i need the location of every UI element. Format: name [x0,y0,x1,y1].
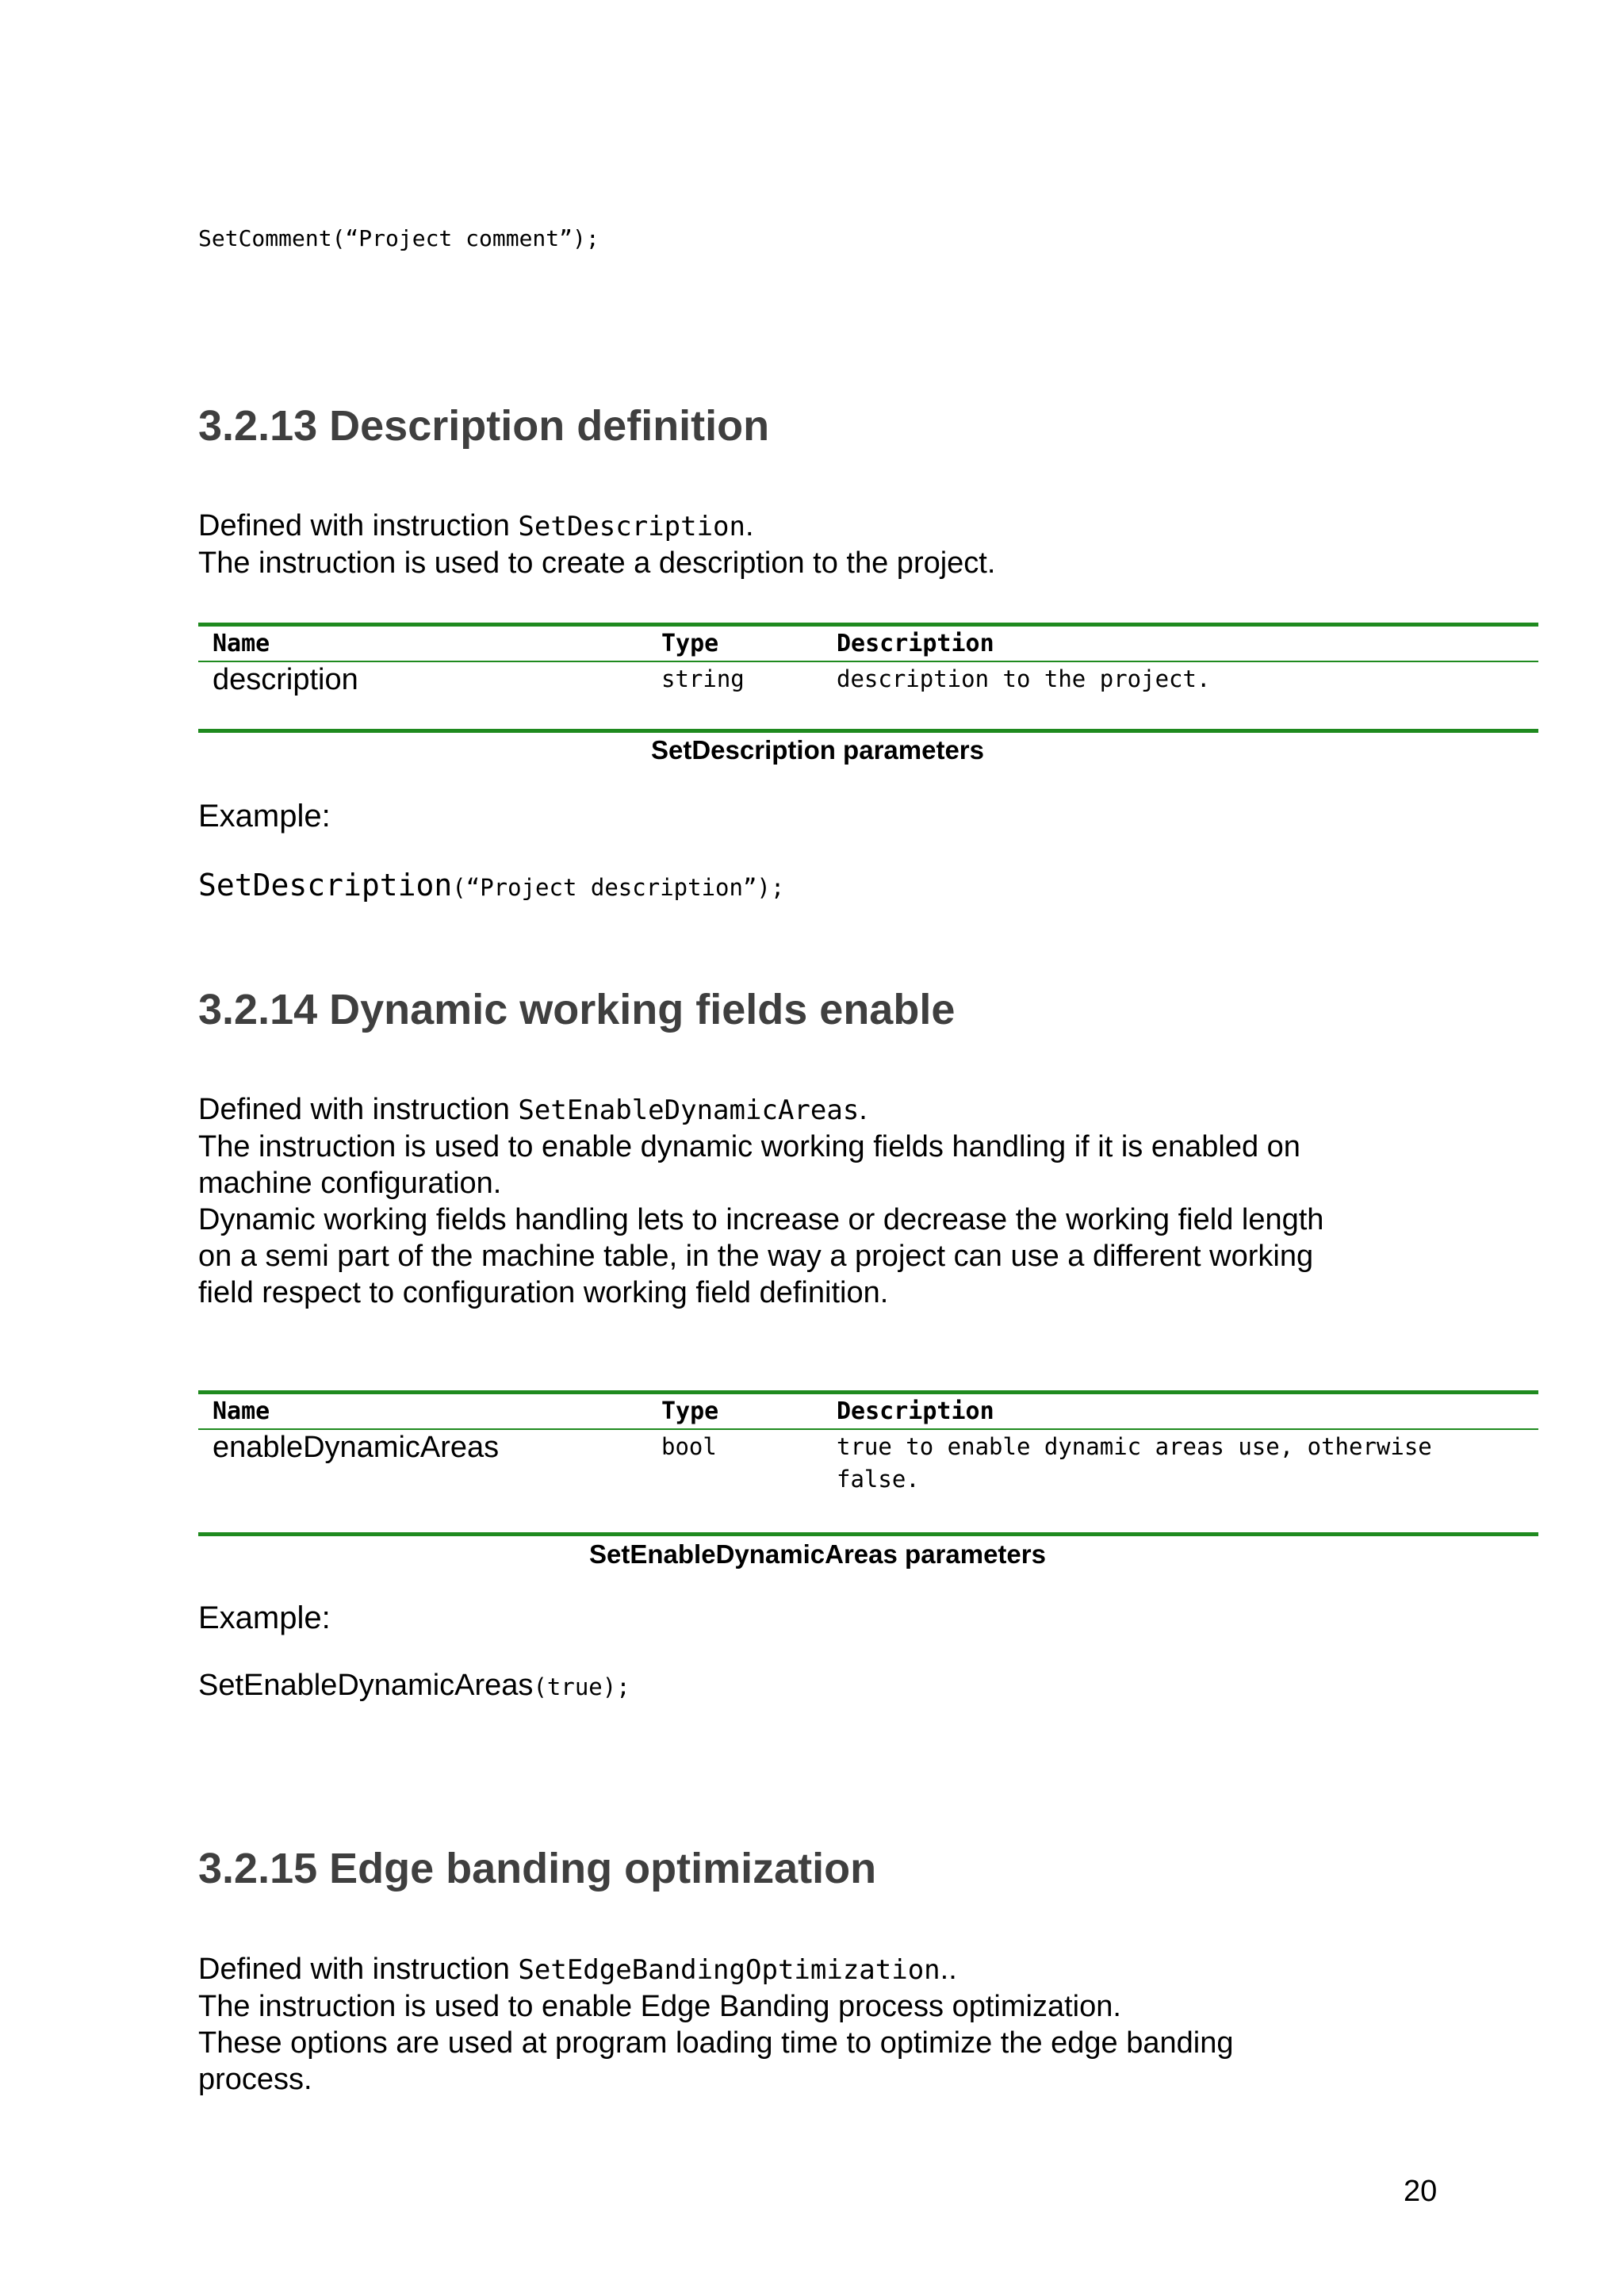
body-line: process. [198,2063,312,2096]
body-line: These options are used at program loading time to optimize the edge banding [198,2026,1234,2060]
instruction-name: SetEnableDynamicAreas [518,1094,860,1126]
example-label: Example: [198,799,331,834]
body-line: Dynamic working fields handling lets to increase or decrease the working field length [198,1203,1324,1236]
instruction-name: SetEdgeBandingOptimization [518,1954,940,1986]
param-type-cell: bool [661,1433,717,1460]
intro-suffix: . [859,1093,868,1126]
section-heading-edge-banding: 3.2.15 Edge banding optimization [198,1845,877,1892]
body-line: The instruction is used to enable dynamic working fields handling if it is enabled on [198,1130,1300,1163]
section-body-edge-banding [198,1951,1234,2098]
code-snippet-setcomment: SetComment(“Project comment”); [198,225,599,251]
section-body-dynamic-fields [198,1091,1323,1311]
intro-prefix: Defined with instruction [198,509,519,542]
table-top-rule [198,1390,1538,1394]
page-number: 20 [1404,2175,1438,2208]
col-header-type: Type [661,630,719,657]
example-arguments: (true); [533,1673,630,1700]
example-label: Example: [198,1600,331,1635]
body-line: on a semi part of the machine table, in the way a project can use a different working [198,1240,1314,1273]
section-body-description [198,508,995,581]
section-heading-description: 3.2.13 Description definition [198,402,770,450]
param-description-cell: description to the project. [837,665,1211,692]
example-function: SetEnableDynamicAreas [198,1669,534,1702]
example-code [198,868,784,903]
col-header-description: Description [837,1397,994,1425]
table-header-rule [198,661,1538,662]
col-header-description: Description [837,630,994,657]
param-description-line: false. [837,1466,920,1493]
col-header-type: Type [661,1397,719,1425]
param-name-cell: description [213,663,358,696]
intro-prefix: Defined with instruction [198,1953,519,1986]
body-line: machine configuration. [198,1167,502,1200]
intro-line [198,1951,1234,1988]
intro-suffix: . [745,509,754,542]
param-type-cell: string [661,665,745,692]
table-caption: SetEnableDynamicAreas parameters [589,1539,1046,1569]
table-caption: SetDescription parameters [651,735,984,765]
col-header-name: Name [213,630,270,657]
intro-suffix: .. [940,1953,957,1986]
param-description-line: true to enable dynamic areas use, otherwise [837,1433,1432,1460]
body-line: The instruction is used to enable Edge Banding process optimization. [198,1990,1121,2023]
instruction-name: SetDescription [518,511,745,542]
col-header-name: Name [213,1397,270,1425]
body-line: The instruction is used to create a description to the project. [198,546,996,580]
section-heading-dynamic-fields: 3.2.14 Dynamic working fields enable [198,986,956,1033]
body-line: field respect to configuration working field definition. [198,1276,889,1309]
intro-prefix: Defined with instruction [198,1093,519,1126]
example-arguments: (“Project description”); [452,874,785,901]
param-name-cell: enableDynamicAreas [213,1431,500,1464]
param-description-cell [837,1431,1432,1496]
table-bottom-rule [198,729,1538,733]
intro-line [198,508,995,545]
example-function: SetDescription [198,868,453,903]
intro-line [198,1091,1323,1129]
example-code [198,1669,630,1703]
table-header-rule [198,1428,1538,1430]
table-bottom-rule [198,1532,1538,1536]
table-top-rule [198,623,1538,627]
